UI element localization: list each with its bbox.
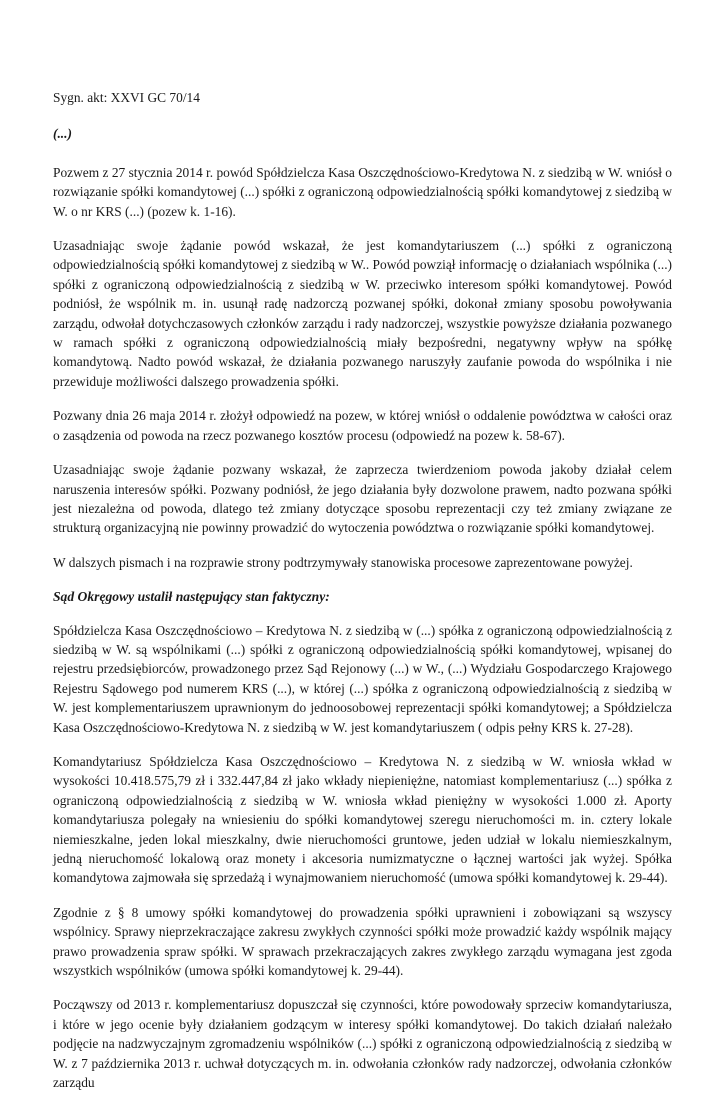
omission-marker: (...): [53, 126, 72, 142]
paragraph-defendant-response: Pozwany dnia 26 maja 2014 r. złożył odpowiedź na pozew, w której wniósł o oddalenie powództwa w całości oraz o zasądzenia od powoda na rzecz pozwanego kosztów procesu (odpowiedź na pozew k. 58-67).: [53, 408, 672, 443]
paragraph-plaintiff-justification: Uzasadniając swoje żądanie powód wskazał, że jest komandytariuszem (...) spółki z ograniczoną odpowiedzialnością spółki komandytowej z siedzibą w W.. Powód powziął informację o działaniach wspólnika (...) spółki z ograniczoną odpowiedzialnością z siedzibą w W. przeciwko interesom spółki komandytowej. Powód podniósł, że wspólnik m. in. usunął radę nadzorczą pozwanej spółki, dokonał zmiany sposobu powoływania zarządu, odwołał dotychczasowych członków zarządu i rady nadzorczej, wszystkie powyższe działania pozwanego w ramach spółki z ograniczoną odpowiedzialnością miały bezpośredni, negatywny wpływ na spółkę komandytową. Nadto powód wskazał, że działania pozwanego naruszyły zaufanie powoda do wspólnika i nie przewiduje możliwości dalszego prowadzenia spółki.: [53, 238, 672, 389]
paragraph-defendant-justification: Uzasadniając swoje żądanie pozwany wskazał, że zaprzecza twierdzeniom powoda jakoby działał celem naruszenia interesów spółki. Pozwany podniósł, że jego działania były dozwolone prawem, nadto pozwana spółki jest niezależna od powoda, dlatego też zmiany dotyczące sposobu reprezentacji czy też zmiany związane ze strukturą organizacyjną nie powinny prowadzić do wytoczenia powództwa o rozwiązanie spółki komandytowej.: [53, 462, 672, 536]
paragraph-further-pleadings: W dalszych pismach i na rozprawie strony podtrzymywały stanowiska procesowe zaprezentowane powyżej.: [53, 554, 633, 570]
document-page: [53, 88, 672, 1107]
paragraph-claim: Pozwem z 27 stycznia 2014 r. powód Spółdzielcza Kasa Oszczędnościowo-Kredytowa N. z siedzibą w W. wniósł o rozwiązanie spółki komandytowej (...) spółki z ograniczoną odpowiedzialnością spółki komandytowej z siedzibą w W. o nr KRS (...) (pozew k. 1-16).: [53, 164, 672, 219]
paragraph-contributions: Komandytariusz Spółdzielcza Kasa Oszczędnościowo – Kredytowa N. z siedzibą w W. wniosła wkład w wysokości 10.418.575,79 zł i 332.447,84 zł jako wkłady niepieniężne, natomiast komplementariusz (...) spółka z ograniczoną odpowiedzialnością z siedzibą w W. wniosła wkład pieniężny w wysokości 1.000 zł. Aporty komandytariusza polegały na wniesieniu do spółki komandytowej szeregu nieruchomości m. in. cztery lokale niemieszkalne, jeden lokal mieszkalny, dwie nieruchomości gruntowe, jeden udział w lokalu niemieszkalnym, jedną nieruchomość lokalową oraz monety i akcesoria numizmatyczne o łącznej wartości jak wyżej. Spółka komandytowa zajmowała się sprzedażą i wynajmowaniem nieruchomość (umowa spółki komandytowej k. 29-44).: [53, 753, 672, 886]
paragraph-actions-2013: Począwszy od 2013 r. komplementariusz dopuszczał się czynności, które powodowały sprzeciw komandytariusza, i które w jego ocenie były działaniem godzącym w interesy spółki komandytowej. Do takich działań należało podjęcie na nadzwyczajnym zgromadzeniu wspólników (...) spółki z ograniczoną odpowiedzialnością z siedzibą w W. z 7 października 2013 r. uchwał dotyczących m. in. odwołania członków rady nadzorczej, odwołania członków zarządu: [53, 997, 672, 1091]
paragraph-partners: Spółdzielcza Kasa Oszczędnościowo – Kredytowa N. z siedzibą w (...) spółka z ograniczoną odpowiedzialnością z siedzibą w W. są wspólnikami (...) spółki z ograniczoną odpowiedzialnością spółki komandytowej, wpisanej do rejestru przedsiębiorców, prowadzonego przez Sąd Rejonowy (...) w W., (...) Wydziału Gospodarczego Krajowego Rejestru Sądowego pod numerem KRS (...), w której (...) spółka z ograniczoną odpowiedzialnością z siedzibą w W. jest komplementariuszem uprawnionym do jednoosobowej reprezentacji spółki komandytowej; a Spółdzielcza Kasa Oszczędnościowo-Kredytowa N. z siedzibą w W. jest komandytariuszem ( odpis pełny KRS k. 27-28).: [53, 622, 672, 735]
section-heading-facts: Sąd Okręgowy ustalił następujący stan faktyczny:: [53, 589, 330, 605]
case-reference: Sygn. akt: XXVI GC 70/14: [53, 90, 200, 105]
paragraph-management: Zgodnie z § 8 umowy spółki komandytowej do prowadzenia spółki uprawnieni i zobowiązani są wszyscy wspólnicy. Sprawy nieprzekraczające zakresu zwykłych czynności spółki może prowadzić każdy wspólnik mający prawo prowadzenia spraw spółki. W sprawach przekraczających zakres zwykłego zarządu wymagana jest zgoda wszystkich wspólników (umowa spółki komandytowej k. 29-44).: [53, 904, 672, 979]
